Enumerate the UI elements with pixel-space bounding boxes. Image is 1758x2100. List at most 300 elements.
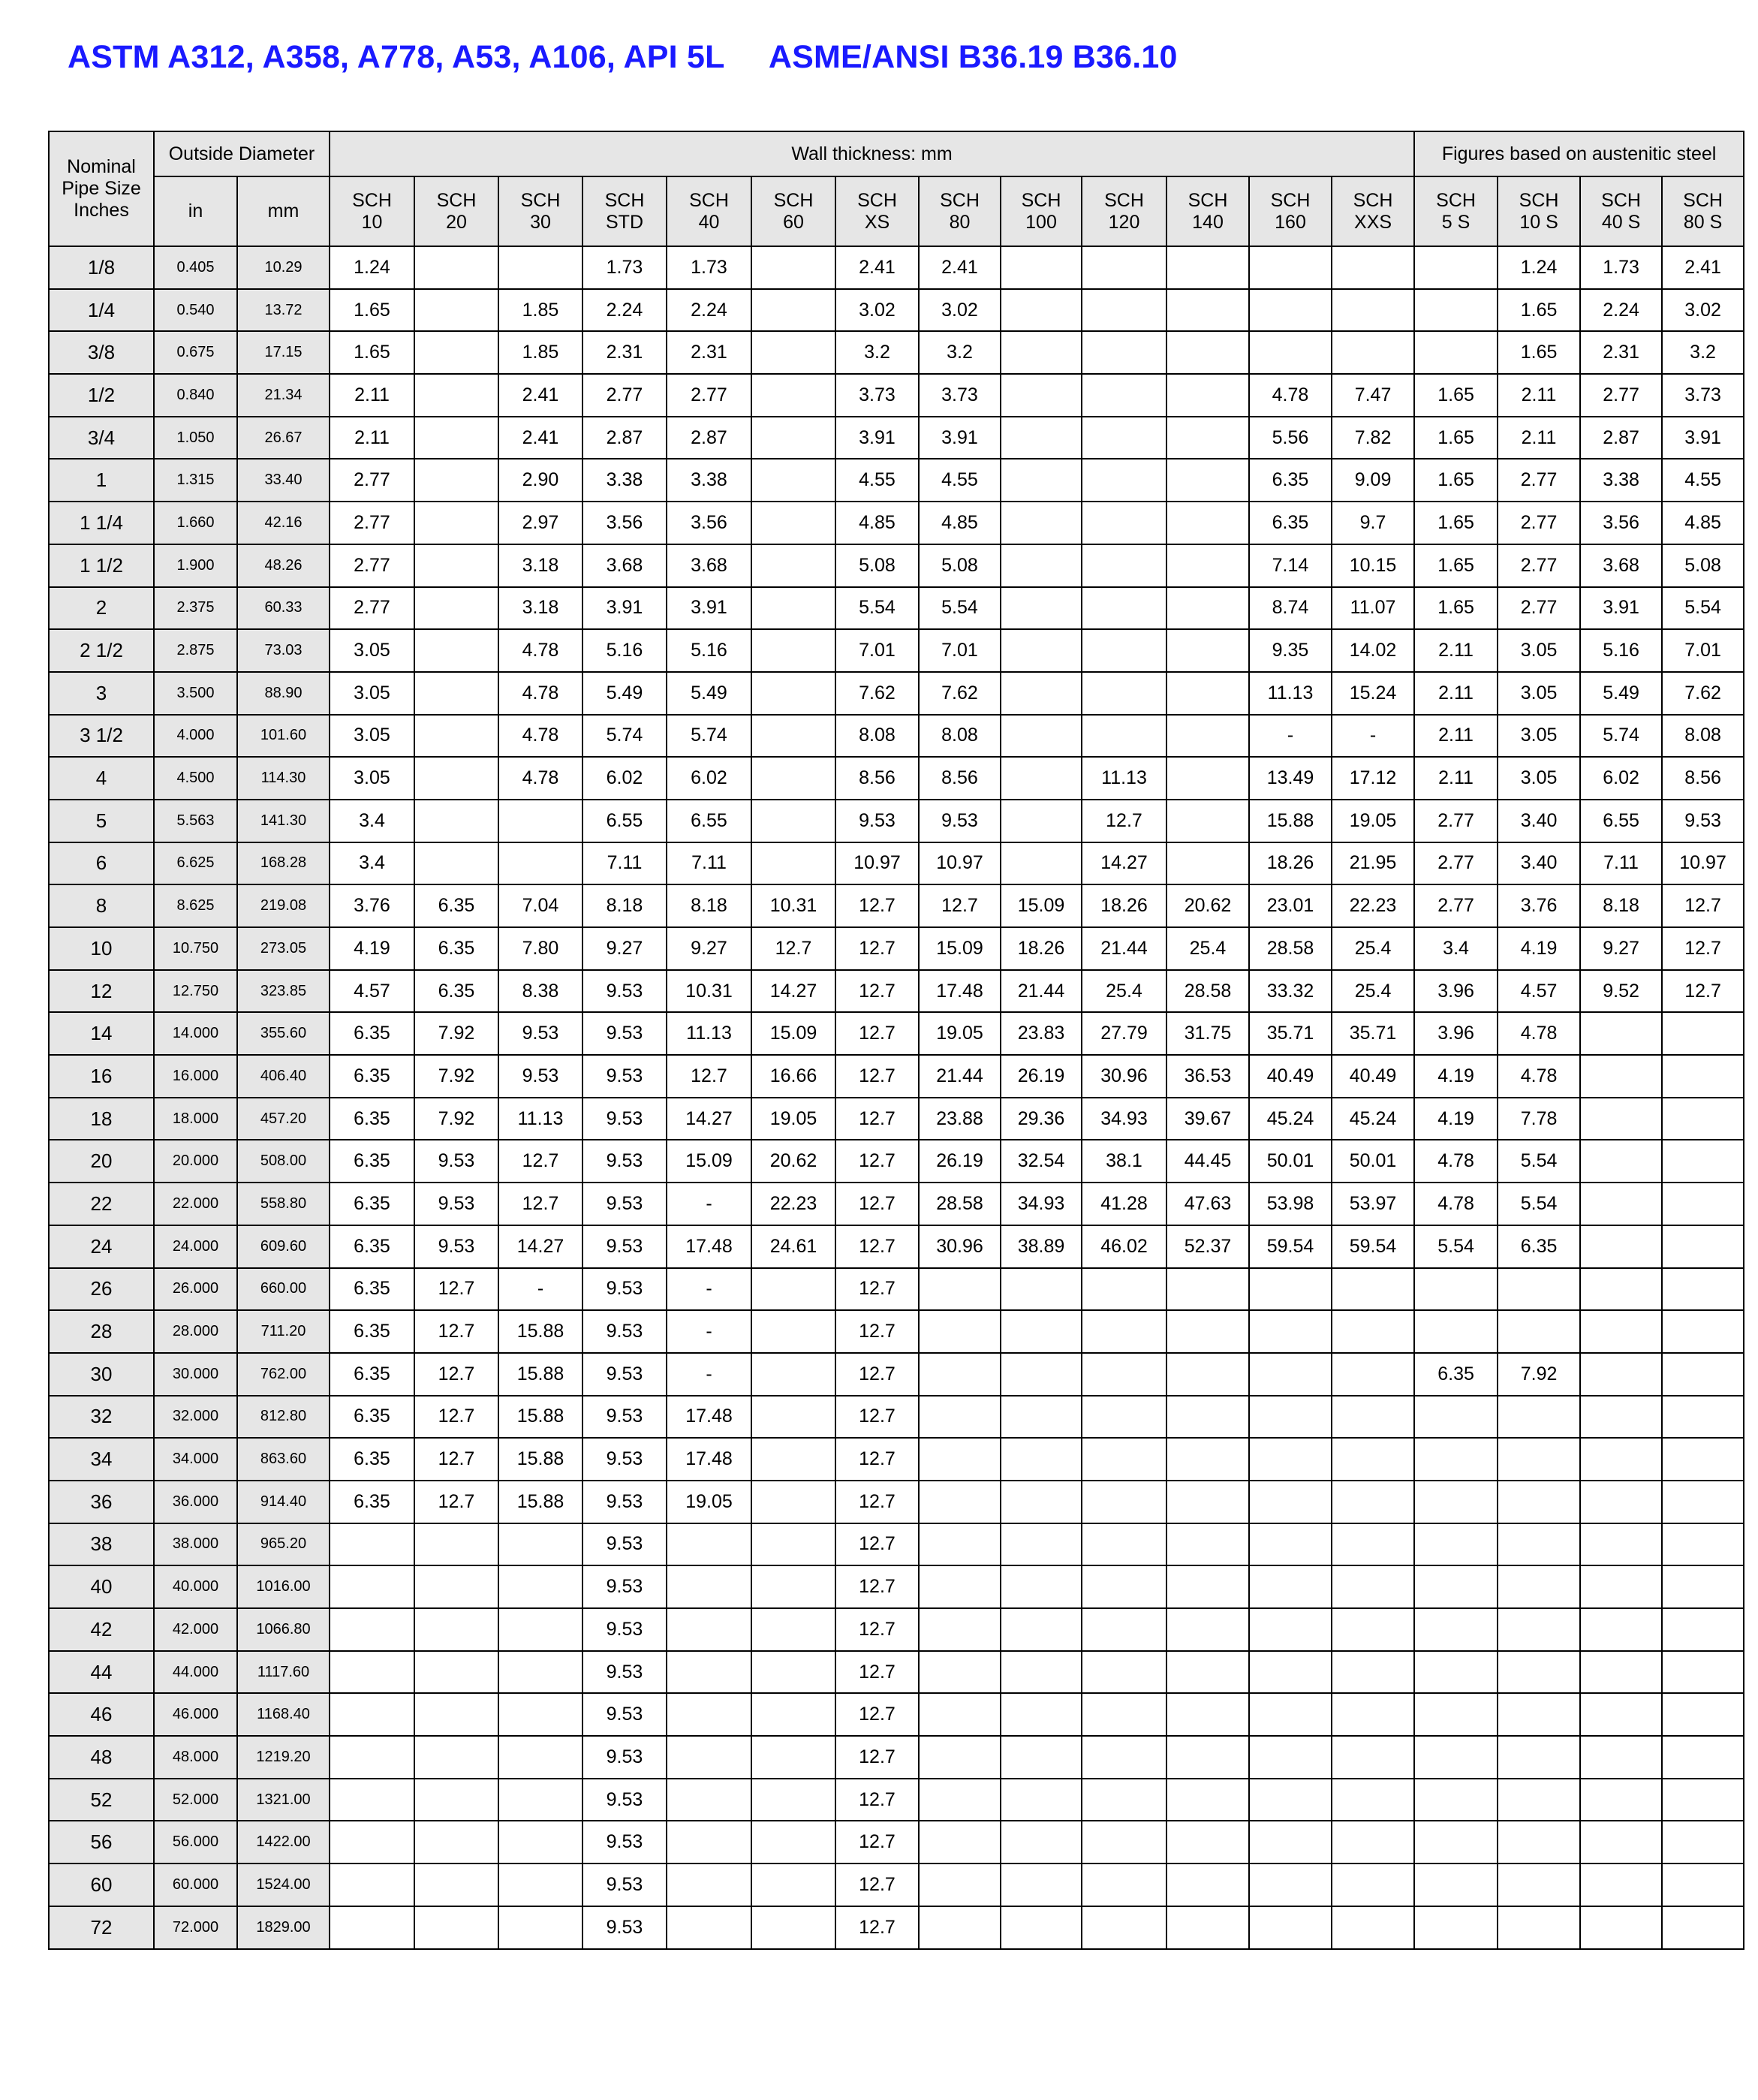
- wall-thickness-cell: [1580, 1651, 1662, 1694]
- wall-thickness-cell: [751, 331, 835, 374]
- wall-thickness-cell: 9.53: [582, 1651, 667, 1694]
- wall-thickness-cell: 2.41: [919, 246, 1001, 289]
- table-row: [49, 459, 1744, 502]
- wall-thickness-cell: [1001, 1396, 1082, 1439]
- wall-thickness-cell: 33.32: [1249, 970, 1332, 1013]
- od-mm-cell: 558.80: [237, 1183, 330, 1225]
- table-row: [49, 1183, 1744, 1225]
- wall-thickness-cell: [1001, 672, 1082, 715]
- wall-thickness-cell: [414, 1693, 498, 1736]
- wall-thickness-cell: 7.92: [414, 1098, 498, 1140]
- wall-thickness-cell: 1.85: [498, 331, 582, 374]
- wall-thickness-cell: [751, 1481, 835, 1523]
- schedule-header-prefix: SCH: [1188, 189, 1228, 211]
- wall-thickness-cell: 3.02: [835, 289, 919, 332]
- od-in-cell: 1.315: [154, 459, 237, 502]
- wall-thickness-cell: [414, 1608, 498, 1651]
- wall-thickness-cell: [1580, 1438, 1662, 1481]
- wall-thickness-cell: 2.90: [498, 459, 582, 502]
- wall-thickness-cell: 21.44: [1001, 970, 1082, 1013]
- wall-thickness-cell: 6.35: [1498, 1225, 1580, 1268]
- schedule-header: [330, 176, 414, 246]
- schedule-header: [1082, 176, 1166, 246]
- wall-thickness-cell: [1166, 459, 1249, 502]
- od-mm-cell: 812.80: [237, 1396, 330, 1439]
- wall-thickness-cell: 12.7: [835, 970, 919, 1013]
- wall-thickness-cell: [1001, 1438, 1082, 1481]
- od-mm-cell: 965.20: [237, 1523, 330, 1566]
- od-in-cell: 5.563: [154, 800, 237, 842]
- wall-thickness-cell: 35.71: [1249, 1012, 1332, 1055]
- wall-thickness-cell: [414, 417, 498, 459]
- wall-thickness-cell: 2.87: [1580, 417, 1662, 459]
- wall-thickness-cell: 5.54: [919, 587, 1001, 630]
- wall-thickness-cell: 34.93: [1001, 1183, 1082, 1225]
- wall-thickness-cell: 9.53: [414, 1225, 498, 1268]
- wall-thickness-cell: 10.97: [1662, 842, 1744, 885]
- od-in-cell: 42.000: [154, 1608, 237, 1651]
- nominal-size-cell: 3/4: [49, 417, 154, 459]
- wall-thickness-cell: [1662, 1651, 1744, 1694]
- wall-thickness-cell: 18.26: [1249, 842, 1332, 885]
- wall-thickness-cell: 15.88: [498, 1396, 582, 1439]
- wall-thickness-cell: 17.12: [1332, 757, 1414, 800]
- wall-thickness-cell: [498, 1651, 582, 1694]
- wall-thickness-cell: [1166, 715, 1249, 758]
- wall-thickness-cell: [1414, 1821, 1498, 1863]
- wall-thickness-cell: 3.91: [1580, 587, 1662, 630]
- wall-thickness-cell: 9.27: [1580, 927, 1662, 970]
- wall-thickness-cell: [1662, 1353, 1744, 1396]
- wall-thickness-cell: [1082, 629, 1166, 672]
- wall-thickness-cell: [498, 1608, 582, 1651]
- wall-thickness-cell: 3.73: [919, 374, 1001, 417]
- od-in-cell: 26.000: [154, 1268, 237, 1311]
- wall-thickness-cell: 4.19: [1414, 1098, 1498, 1140]
- schedule-header-prefix: SCH: [1270, 189, 1311, 211]
- wall-thickness-cell: 1.65: [330, 289, 414, 332]
- wall-thickness-cell: [1166, 544, 1249, 587]
- schedule-header-suffix: 140: [1192, 211, 1224, 233]
- wall-thickness-cell: [751, 1863, 835, 1906]
- wall-thickness-cell: [414, 1523, 498, 1566]
- nominal-size-cell: 60: [49, 1863, 154, 1906]
- wall-thickness-cell: 12.7: [1662, 884, 1744, 927]
- wall-thickness-cell: 9.53: [582, 1906, 667, 1949]
- wall-thickness-cell: [1001, 331, 1082, 374]
- wall-thickness-cell: 7.78: [1498, 1098, 1580, 1140]
- wall-thickness-cell: [1166, 246, 1249, 289]
- wall-thickness-cell: -: [667, 1353, 751, 1396]
- wall-thickness-cell: [751, 1736, 835, 1779]
- wall-thickness-cell: 9.53: [582, 1438, 667, 1481]
- wall-thickness-cell: [1580, 1310, 1662, 1353]
- wall-thickness-cell: [919, 1821, 1001, 1863]
- wall-thickness-cell: 35.71: [1332, 1012, 1414, 1055]
- wall-thickness-cell: [414, 374, 498, 417]
- wall-thickness-cell: 40.49: [1249, 1055, 1332, 1098]
- od-in-cell: 72.000: [154, 1906, 237, 1949]
- wall-thickness-cell: 17.48: [667, 1396, 751, 1439]
- wall-thickness-cell: 12.7: [414, 1310, 498, 1353]
- wall-thickness-cell: [1249, 1863, 1332, 1906]
- wall-thickness-cell: 29.36: [1001, 1098, 1082, 1140]
- schedule-header-prefix: SCH: [1519, 189, 1559, 211]
- schedule-header-suffix: 120: [1108, 211, 1140, 233]
- table-row: [49, 1608, 1744, 1651]
- od-mm-cell: 219.08: [237, 884, 330, 927]
- wall-thickness-cell: [1166, 1651, 1249, 1694]
- wall-thickness-cell: [414, 1651, 498, 1694]
- wall-thickness-cell: 8.38: [498, 970, 582, 1013]
- wall-thickness-cell: [1580, 1140, 1662, 1183]
- wall-thickness-cell: 1.65: [330, 331, 414, 374]
- wall-thickness-cell: 12.7: [414, 1353, 498, 1396]
- wall-thickness-cell: 5.74: [667, 715, 751, 758]
- wall-thickness-cell: [751, 1693, 835, 1736]
- wall-thickness-cell: [1082, 1353, 1166, 1396]
- wall-thickness-cell: [751, 246, 835, 289]
- wall-thickness-cell: [330, 1523, 414, 1566]
- schedule-header: [1498, 176, 1580, 246]
- wall-thickness-cell: 3.05: [1498, 757, 1580, 800]
- wall-thickness-cell: 4.55: [1662, 459, 1744, 502]
- wall-thickness-cell: 25.4: [1332, 970, 1414, 1013]
- wall-thickness-cell: 9.53: [582, 1608, 667, 1651]
- wall-thickness-cell: [751, 502, 835, 544]
- wall-thickness-cell: [1662, 1396, 1744, 1439]
- wall-thickness-cell: [1082, 1268, 1166, 1311]
- od-mm-header: mm: [237, 176, 330, 246]
- wall-thickness-cell: 1.73: [582, 246, 667, 289]
- od-mm-cell: 323.85: [237, 970, 330, 1013]
- wall-thickness-cell: 1.65: [1414, 374, 1498, 417]
- schedule-header-prefix: SCH: [520, 189, 561, 211]
- nominal-size-cell: 36: [49, 1481, 154, 1523]
- od-in-cell: 20.000: [154, 1140, 237, 1183]
- wall-thickness-cell: [414, 800, 498, 842]
- wall-thickness-cell: 4.19: [1414, 1055, 1498, 1098]
- wall-thickness-cell: 1.65: [1414, 459, 1498, 502]
- wall-thickness-cell: 12.7: [1662, 927, 1744, 970]
- schedule-header-prefix: SCH: [1353, 189, 1393, 211]
- table-row: [49, 1012, 1744, 1055]
- wall-thickness-cell: [1332, 1353, 1414, 1396]
- wall-thickness-cell: 8.18: [667, 884, 751, 927]
- wall-thickness-cell: [1166, 1821, 1249, 1863]
- schedule-header-suffix: 10: [361, 211, 383, 233]
- wall-thickness-cell: [1082, 1821, 1166, 1863]
- wall-thickness-cell: 3.05: [330, 629, 414, 672]
- wall-thickness-cell: 3.76: [330, 884, 414, 927]
- wall-thickness-cell: [751, 1353, 835, 1396]
- wall-thickness-cell: [1082, 715, 1166, 758]
- wall-thickness-cell: [1166, 1268, 1249, 1311]
- schedule-header: [1249, 176, 1332, 246]
- wall-thickness-cell: 2.11: [330, 417, 414, 459]
- wall-thickness-cell: [1332, 1268, 1414, 1311]
- wall-thickness-cell: [919, 1736, 1001, 1779]
- wall-thickness-cell: 7.01: [919, 629, 1001, 672]
- od-mm-cell: 508.00: [237, 1140, 330, 1183]
- wall-thickness-cell: 41.28: [1082, 1183, 1166, 1225]
- wall-thickness-cell: 6.02: [1580, 757, 1662, 800]
- wall-thickness-cell: [1001, 1608, 1082, 1651]
- wall-thickness-cell: 9.53: [1662, 800, 1744, 842]
- wall-thickness-cell: 36.53: [1166, 1055, 1249, 1098]
- wall-thickness-cell: [1249, 1523, 1332, 1566]
- wall-thickness-cell: 12.7: [498, 1140, 582, 1183]
- wall-thickness-cell: 9.53: [919, 800, 1001, 842]
- wall-thickness-cell: 9.27: [667, 927, 751, 970]
- wall-thickness-cell: [1082, 289, 1166, 332]
- wall-thickness-cell: [667, 1736, 751, 1779]
- wall-thickness-cell: [1580, 1523, 1662, 1566]
- wall-thickness-cell: 10.31: [667, 970, 751, 1013]
- od-mm-cell: 26.67: [237, 417, 330, 459]
- wall-thickness-cell: [1166, 331, 1249, 374]
- wall-thickness-cell: [1580, 1012, 1662, 1055]
- wall-thickness-cell: [498, 1821, 582, 1863]
- wall-thickness-cell: 26.19: [1001, 1055, 1082, 1098]
- wall-thickness-cell: 12.7: [498, 1183, 582, 1225]
- od-in-cell: 10.750: [154, 927, 237, 970]
- schedule-header-suffix: 5 S: [1441, 211, 1471, 233]
- od-mm-cell: 406.40: [237, 1055, 330, 1098]
- wall-thickness-cell: 9.53: [582, 1481, 667, 1523]
- wall-thickness-cell: 6.35: [330, 1481, 414, 1523]
- nominal-size-cell: 44: [49, 1651, 154, 1694]
- wall-thickness-cell: [1498, 1863, 1580, 1906]
- wall-thickness-cell: [1001, 1268, 1082, 1311]
- wall-thickness-cell: [1332, 1396, 1414, 1439]
- wall-thickness-cell: 2.11: [1498, 417, 1580, 459]
- nominal-size-cell: 2: [49, 587, 154, 630]
- table-row: [49, 842, 1744, 885]
- wall-thickness-cell: 6.35: [330, 1310, 414, 1353]
- wall-thickness-cell: 21.44: [919, 1055, 1001, 1098]
- schedule-header: [414, 176, 498, 246]
- wall-thickness-cell: [1001, 1353, 1082, 1396]
- wall-thickness-cell: 6.35: [414, 970, 498, 1013]
- wall-thickness-cell: [751, 544, 835, 587]
- wall-thickness-cell: [1249, 1268, 1332, 1311]
- wall-thickness-cell: [330, 1906, 414, 1949]
- wall-thickness-cell: [1414, 1523, 1498, 1566]
- wall-thickness-cell: [1001, 1736, 1082, 1779]
- wall-thickness-cell: [498, 1523, 582, 1566]
- wall-thickness-cell: 3.4: [330, 800, 414, 842]
- nominal-size-cell: 26: [49, 1268, 154, 1311]
- table-row: [49, 1310, 1744, 1353]
- wall-thickness-cell: [667, 1608, 751, 1651]
- table-row: [49, 1863, 1744, 1906]
- wall-thickness-cell: [1166, 1438, 1249, 1481]
- wall-thickness-cell: 6.35: [330, 1055, 414, 1098]
- wall-thickness-cell: [1498, 1396, 1580, 1439]
- nominal-size-header: Nominal Pipe Size Inches: [49, 131, 154, 246]
- wall-thickness-cell: 6.35: [330, 1183, 414, 1225]
- wall-thickness-cell: 19.05: [1332, 800, 1414, 842]
- wall-thickness-cell: [1082, 544, 1166, 587]
- wall-thickness-cell: 12.7: [835, 884, 919, 927]
- wall-thickness-cell: 44.45: [1166, 1140, 1249, 1183]
- wall-thickness-cell: [751, 1906, 835, 1949]
- wall-thickness-cell: 9.53: [498, 1055, 582, 1098]
- wall-thickness-cell: [1249, 1353, 1332, 1396]
- nominal-size-cell: 42: [49, 1608, 154, 1651]
- wall-thickness-cell: [919, 1310, 1001, 1353]
- wall-thickness-cell: [1580, 1268, 1662, 1311]
- od-mm-cell: 101.60: [237, 715, 330, 758]
- wall-thickness-cell: [330, 1693, 414, 1736]
- wall-thickness-cell: 3.18: [498, 587, 582, 630]
- wall-thickness-cell: 9.53: [582, 1268, 667, 1311]
- wall-thickness-cell: 15.88: [498, 1481, 582, 1523]
- nominal-size-cell: 2 1/2: [49, 629, 154, 672]
- wall-thickness-cell: [414, 246, 498, 289]
- wall-thickness-cell: 3.68: [667, 544, 751, 587]
- wall-thickness-cell: [667, 1906, 751, 1949]
- wall-thickness-cell: 14.02: [1332, 629, 1414, 672]
- table-row: [49, 1779, 1744, 1821]
- wall-thickness-cell: 26.19: [919, 1140, 1001, 1183]
- wall-thickness-cell: [414, 1863, 498, 1906]
- wall-thickness-cell: 12.7: [1082, 800, 1166, 842]
- schedule-header-prefix: SCH: [1601, 189, 1641, 211]
- od-in-cell: 48.000: [154, 1736, 237, 1779]
- nominal-size-cell: 1/4: [49, 289, 154, 332]
- wall-thickness-cell: 9.53: [582, 1693, 667, 1736]
- table-row: [49, 1225, 1744, 1268]
- wall-thickness-cell: 5.08: [835, 544, 919, 587]
- header-row-2: [49, 176, 1744, 246]
- nominal-size-cell: 40: [49, 1565, 154, 1608]
- wall-thickness-cell: [498, 842, 582, 885]
- schedule-header: [1414, 176, 1498, 246]
- nominal-size-cell: 1 1/4: [49, 502, 154, 544]
- wall-thickness-cell: [1580, 1183, 1662, 1225]
- wall-thickness-cell: [1662, 1821, 1744, 1863]
- wall-thickness-cell: [751, 1268, 835, 1311]
- wall-thickness-cell: 12.7: [835, 1565, 919, 1608]
- wall-thickness-cell: 39.67: [1166, 1098, 1249, 1140]
- od-mm-cell: 21.34: [237, 374, 330, 417]
- schedule-header-prefix: SCH: [604, 189, 645, 211]
- wall-thickness-cell: [1082, 1779, 1166, 1821]
- od-in-cell: 40.000: [154, 1565, 237, 1608]
- wall-thickness-cell: 6.35: [330, 1098, 414, 1140]
- wall-thickness-cell: 12.7: [835, 1055, 919, 1098]
- wall-thickness-cell: 2.77: [1580, 374, 1662, 417]
- wall-thickness-cell: 2.77: [1414, 800, 1498, 842]
- wall-thickness-cell: 14.27: [667, 1098, 751, 1140]
- wall-thickness-cell: 46.02: [1082, 1225, 1166, 1268]
- wall-thickness-cell: [1332, 1523, 1414, 1566]
- wall-thickness-cell: [1332, 1565, 1414, 1608]
- wall-thickness-cell: 1.65: [1498, 289, 1580, 332]
- schedule-header-suffix: 100: [1025, 211, 1057, 233]
- wall-thickness-cell: 1.73: [667, 246, 751, 289]
- wall-thickness-cell: 4.78: [498, 629, 582, 672]
- wall-thickness-cell: [1082, 587, 1166, 630]
- wall-thickness-cell: [751, 1438, 835, 1481]
- wall-thickness-cell: [919, 1779, 1001, 1821]
- wall-thickness-cell: 7.80: [498, 927, 582, 970]
- table-row: [49, 800, 1744, 842]
- wall-thickness-cell: 22.23: [1332, 884, 1414, 927]
- wall-thickness-cell: [1001, 544, 1082, 587]
- wall-thickness-cell: 3.05: [1498, 672, 1580, 715]
- wall-thickness-cell: [1498, 1736, 1580, 1779]
- wall-thickness-cell: [1082, 1396, 1166, 1439]
- wall-thickness-cell: [1414, 1396, 1498, 1439]
- wall-thickness-cell: 9.53: [582, 1736, 667, 1779]
- wall-thickness-cell: [1001, 246, 1082, 289]
- wall-thickness-cell: [1414, 331, 1498, 374]
- wall-thickness-cell: 12.7: [835, 1736, 919, 1779]
- wall-thickness-cell: 4.85: [919, 502, 1001, 544]
- wall-thickness-cell: 4.85: [1662, 502, 1744, 544]
- wall-thickness-cell: [1001, 842, 1082, 885]
- wall-thickness-cell: 10.97: [919, 842, 1001, 885]
- wall-thickness-cell: 2.87: [667, 417, 751, 459]
- wall-thickness-cell: [1166, 1523, 1249, 1566]
- nominal-size-cell: 48: [49, 1736, 154, 1779]
- table-row: [49, 1268, 1744, 1311]
- wall-thickness-cell: [1414, 1438, 1498, 1481]
- wall-thickness-cell: [751, 459, 835, 502]
- wall-thickness-cell: 23.83: [1001, 1012, 1082, 1055]
- wall-thickness-cell: [1498, 1438, 1580, 1481]
- od-in-cell: 16.000: [154, 1055, 237, 1098]
- schedule-header-prefix: SCH: [857, 189, 897, 211]
- wall-thickness-cell: 12.7: [835, 1863, 919, 1906]
- austenitic-header: Figures based on austenitic steel: [1414, 131, 1744, 176]
- wall-thickness-cell: 9.7: [1332, 502, 1414, 544]
- wall-thickness-cell: [751, 1565, 835, 1608]
- wall-thickness-cell: [414, 587, 498, 630]
- wall-thickness-cell: 47.63: [1166, 1183, 1249, 1225]
- wall-thickness-cell: [1082, 459, 1166, 502]
- wall-thickness-cell: 1.24: [330, 246, 414, 289]
- od-in-cell: 3.500: [154, 672, 237, 715]
- wall-thickness-cell: -: [667, 1310, 751, 1353]
- nominal-size-cell: 3: [49, 672, 154, 715]
- wall-thickness-cell: [414, 502, 498, 544]
- wall-thickness-cell: 12.7: [835, 1906, 919, 1949]
- wall-thickness-cell: [1249, 1310, 1332, 1353]
- wall-thickness-cell: 3.4: [1414, 927, 1498, 970]
- wall-thickness-cell: 6.35: [1249, 459, 1332, 502]
- wall-thickness-cell: 12.7: [835, 1821, 919, 1863]
- wall-thickness-cell: [919, 1651, 1001, 1694]
- wall-thickness-cell: 2.41: [498, 417, 582, 459]
- wall-thickness-cell: 3.05: [330, 715, 414, 758]
- wall-thickness-cell: 12.7: [835, 1268, 919, 1311]
- wall-thickness-cell: [1082, 1863, 1166, 1906]
- wall-thickness-cell: 10.15: [1332, 544, 1414, 587]
- table-row: [49, 502, 1744, 544]
- nominal-size-cell: 1 1/2: [49, 544, 154, 587]
- wall-thickness-cell: 2.77: [1414, 884, 1498, 927]
- wall-thickness-cell: 4.55: [835, 459, 919, 502]
- table-row: [49, 1523, 1744, 1566]
- nominal-size-cell: 1: [49, 459, 154, 502]
- wall-thickness-cell: [1580, 1821, 1662, 1863]
- wall-thickness-cell: 12.7: [835, 1012, 919, 1055]
- wall-thickness-cell: 15.24: [1332, 672, 1414, 715]
